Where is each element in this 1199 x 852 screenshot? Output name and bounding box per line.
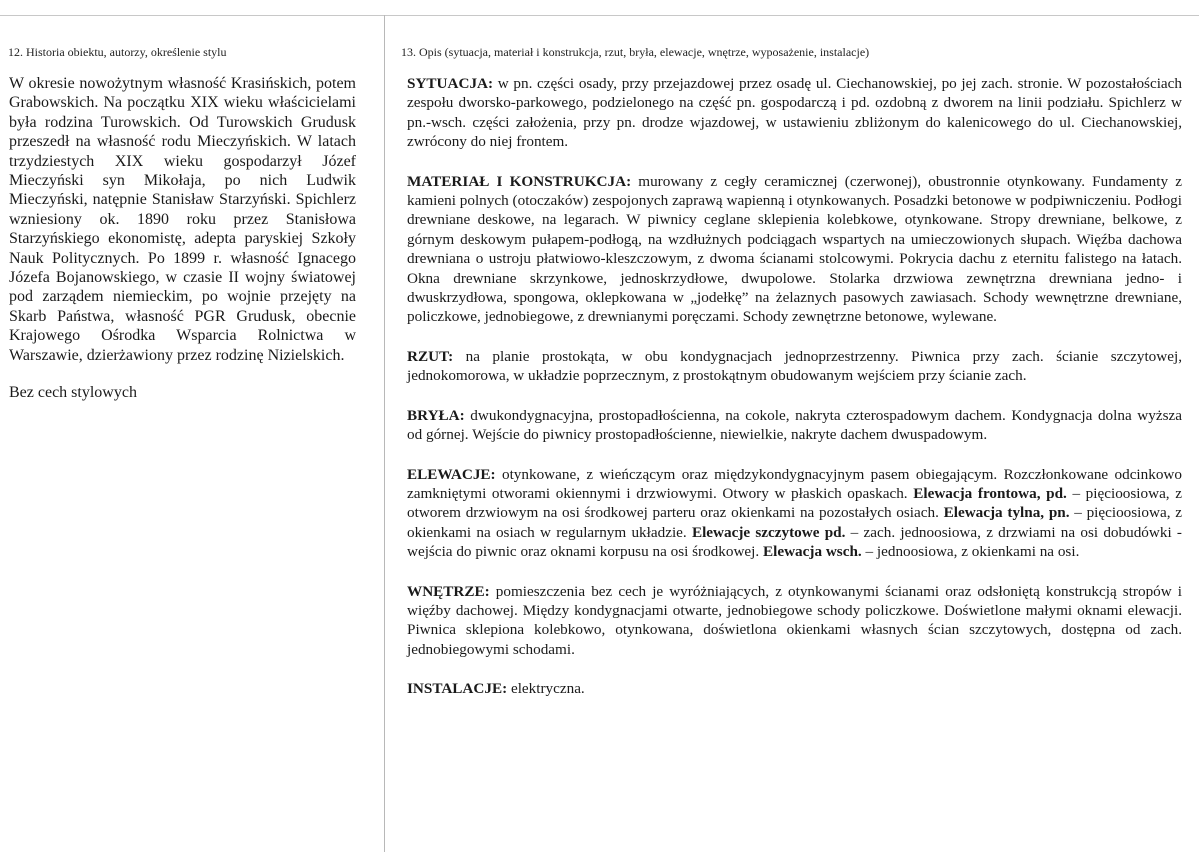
rzut-label: RZUT: — [407, 347, 454, 365]
rzut-paragraph — [401, 347, 1182, 386]
instalacje-text: elektryczna. — [507, 680, 585, 698]
material-label: MATERIAŁ I KONSTRUKCJA: — [407, 172, 632, 190]
history-text: W okresie nowożytnym własność Krasińskich, potem Grabowskich. Na początku XIX wieku właścicielami była rodzina Turowskich. Od Turowskich Grudusk przeszedł na własność rodu Mieczyńskich. W latach trzydziestych XIX wieku gospodarzył Józef Mieczyński syn Mikołaja, po nich Ludwik Mieczyński, natępnie Stanisław Starzyński. Spichlerz wzniesiony ok. 1890 roku przez Stanisłowa Starzyńskiego ekonomistę, adepta paryskiej Szkoły Nauk Politycznych. Po 1899 r. własność Ignacego Józefa Bojanowskiego, w czasie II wojny światowej pod zarządem niemieckim, po wojnie przejęty na Skarb Państwa, własność PGR Grudusk, obecnie Krajowego Ośrodka Wsparcia Rolnictwa w Warszawie, dzierżawiony przez rodzinę Nizielskich. — [9, 75, 356, 364]
history-column — [8, 44, 356, 403]
elewacja-tylna-label: Elewacja tylna, pn. — [943, 504, 1070, 522]
elewacje-label: ELEWACJE: — [407, 465, 496, 483]
elewacja-frontowa-label: Elewacja frontowa, pd. — [913, 484, 1067, 502]
description-heading: 13. Opis (sytuacja, materiał i konstrukcja, rzut, bryła, elewacje, wnętrze, wyposażenie, instalacje) — [401, 45, 870, 59]
wnetrze-text: pomieszczenia bez cech je wyróżniających, z otynkowanymi ścianami oraz odsłoniętą konstrukcją stropów i więźby dachowej. Między kondygnacjami otwarte, jednobiegowe schody policzkowe. Doświetlone małymi oknami elewacji. Piwnica sklepiona kolebkowo, otynkowana, doświetlona okienkami własnych ścian szczytowych, dostępna od zach. jednobiegowymi schodami. — [407, 582, 1182, 658]
sytuacja-label: SYTUACJA: — [407, 75, 494, 92]
top-rule — [0, 15, 1199, 16]
column-divider — [384, 15, 385, 852]
instalacje-label: INSTALACJE: — [407, 680, 508, 698]
elewacja-wsch-text: – jednoosiowa, z okienkami na osi. — [861, 543, 1080, 561]
material-text: murowany z cegły ceramicznej (czerwonej), obustronnie otynkowany. Fundamenty z kamieni polnych (otoczaków) zespojonych zaprawą wapienną i otynkowanych. Posadzki betonowe w podpiwniczeniu. Podłogi drewniane deskowe, na legarach. W piwnicy ceglane sklepienia kolebkowe, otynkowane. Stropy drewniane, belkowe, z górnym deskowym pułapem-podłogą, na wzdłużnych podciągach wspartych na umieczowionych słupach. Więźba dachowa drewniana o ustroju płatwiowo-kleszczowym, z dwoma ścianami stolcowymi. Pokrycia dachu z eternitu falistego na łatach. Okna drewniane skrzynkowe, jednoskrzydłowe, dwupolowe. Stolarka drzwiowa zewnętrzna drewniana jedno- i dwuskrzydłowa, spongowa, oklepkowana w „jodełkę” na żelaznych pasowych zawiasach. Schody wewnętrzne drewniane, policzkowe, jednobiegowe, z drewnianymi poręczami. Schody zewnętrzne betonowe, wylewane. — [407, 172, 1182, 326]
style-text: Bez cech stylowych — [9, 384, 137, 402]
bryla-text: dwukondygnacyjna, prostopadłościenna, na cokole, nakryta czterospadowym dachem. Kondygnacja dolna wyższa od górnej. Wejście do piwnicy prostopadłościenne, niewielkie, nakryte dachem dwuspadowym. — [407, 406, 1182, 444]
elewacja-wsch-label: Elewacja wsch. — [763, 543, 862, 561]
rzut-text: na planie prostokąta, w obu kondygnacjach jednoprzestrzenny. Piwnica przy zach. ścianie szczytowej, jednokomorowa, w układzie poprzecznym, z prostokątnym obudowanym wejściem przy ścianie zach. — [407, 347, 1182, 385]
bryla-label: BRYŁA: — [407, 406, 465, 424]
elewacja-tylna-text: – pięcioosiowa, z okienkami na osiach w regularnym układzie. — [407, 504, 1182, 541]
sytuacja-paragraph — [401, 74, 1182, 152]
material-paragraph — [401, 172, 1182, 327]
history-heading: 12. Historia obiektu, autorzy, określenie stylu — [8, 45, 227, 59]
bryla-paragraph — [401, 406, 1182, 445]
elewacje-paragraph — [401, 465, 1182, 562]
wnetrze-label: WNĘTRZE: — [407, 582, 490, 600]
instalacje-paragraph — [401, 679, 1182, 698]
elewacje-text: otynkowane, z wieńczącym oraz międzykondygnacyjnym pasem obiegającym. Rozczłonkowane odcinkowo zamkniętymi otworami okiennymi i drzwiowymi. Otwory w płaskich opaskach. — [407, 465, 1182, 502]
wnetrze-paragraph — [401, 582, 1182, 660]
sytuacja-text: w pn. części osady, przy przejazdowej przez osadę ul. Ciechanowskiej, po jej zach. stronie. W pozostałościach zespołu dworsko-parkowego, podzielonego na część pn. gospodarczą i pd. ozdobną z dworem na linii podziału. Spichlerz w pn.-wsch. części założenia, przy pn. drodze wjazdowej, w ustawieniu zbliżonym do kalenicowego do ul. Ciechanowskiej, zwrócony do niej frontem. — [407, 75, 1182, 151]
elewacja-frontowa-text: – pięcioosiowa, z otworem drzwiowym na osi środkowej parteru oraz okienkami na pozostałych osiach. — [407, 484, 1182, 522]
description-column — [401, 44, 1182, 699]
elewacje-szczytowe-text: – zach. jednoosiowa, z drzwiami na osi dobudówki - wejścia do piwnic oraz oknami korpusu na osi środkowej. — [407, 523, 1182, 561]
elewacje-szczytowe-label: Elewacje szczytowe pd. — [691, 523, 846, 541]
